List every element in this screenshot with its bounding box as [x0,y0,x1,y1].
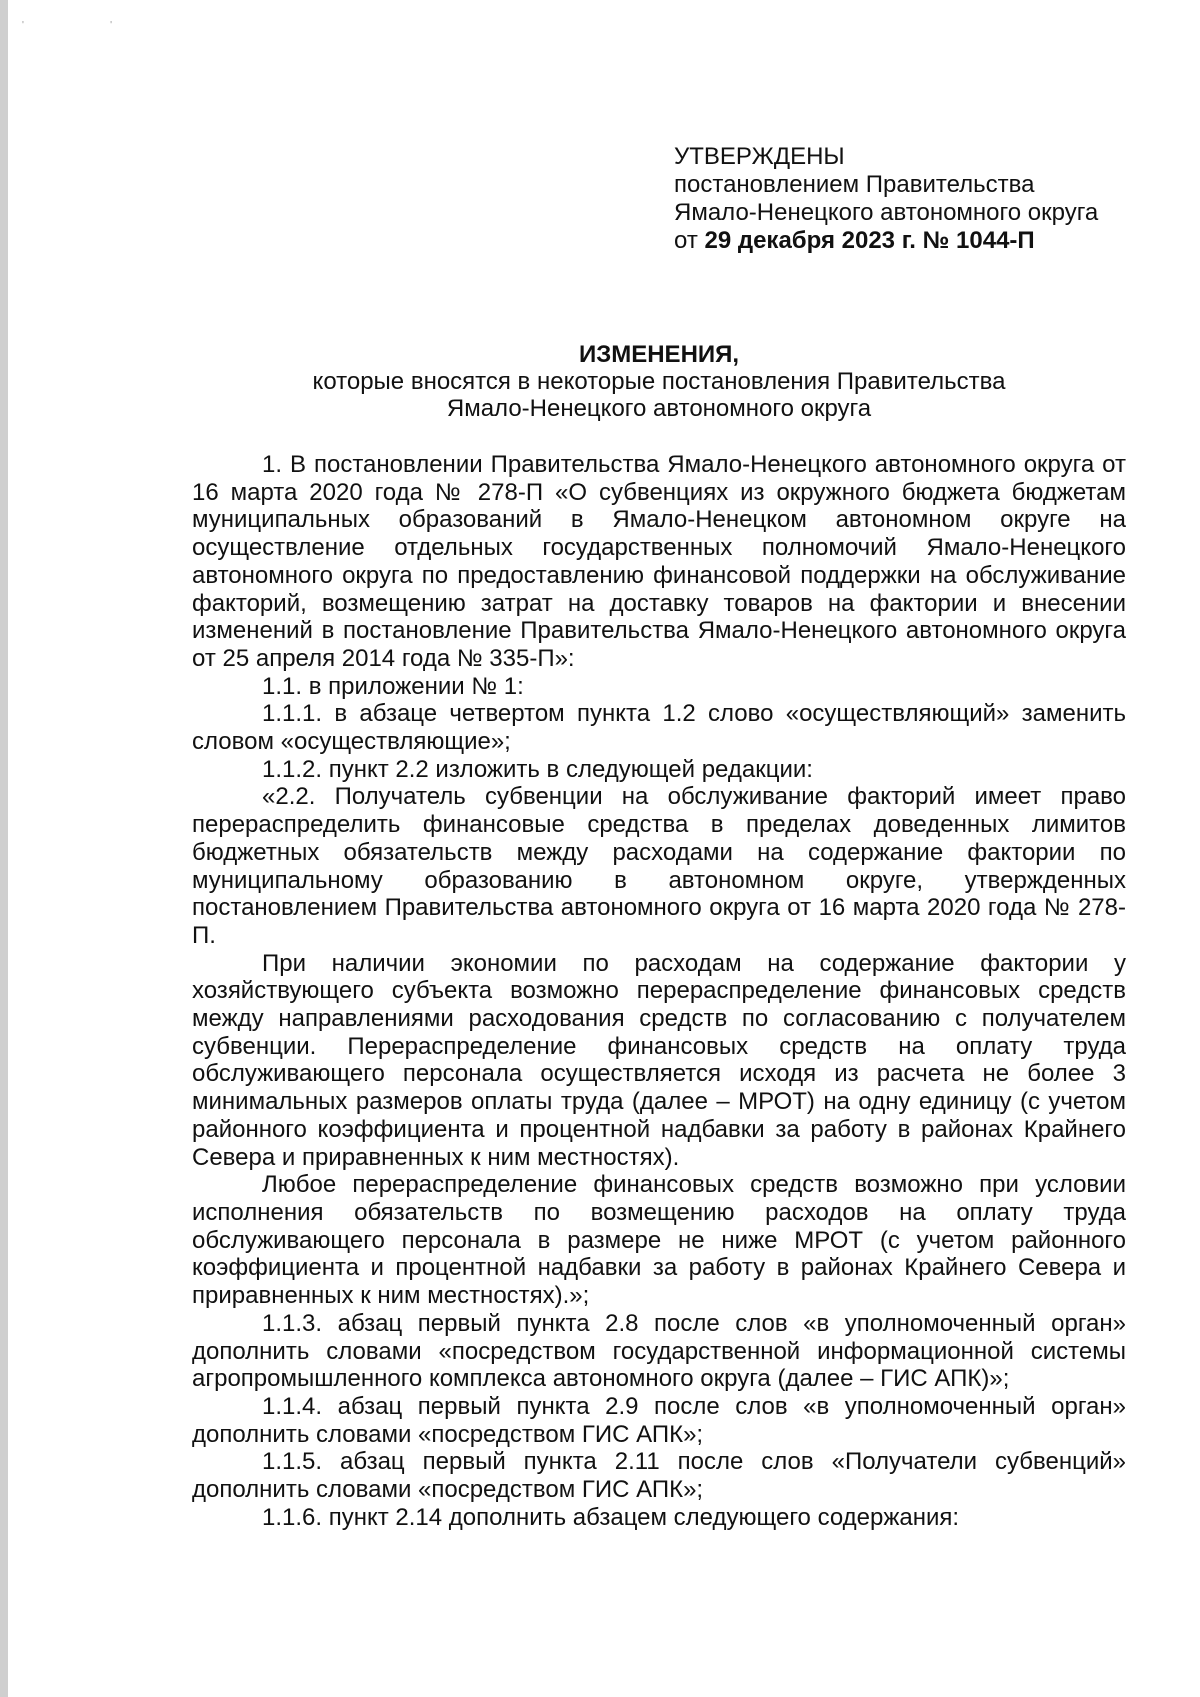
paragraph: «2.2. Получатель субвенции на обслуживание факторий имеет право перераспределить финансовые средства в пределах доведенных лимитов бюджетных обязательств между расходами на содержание фактории по муниципальному образованию в автономном округе, утвержденных постановлением Правительства автономного округа от 16 марта 2020 года № 278-П. [192,783,1126,949]
paragraph: 1.1.2. пункт 2.2 изложить в следующей редакции: [262,755,813,783]
paragraph: 1.1. в приложении № 1: [262,672,524,700]
title-main: ИЗМЕНЕНИЯ, [578,341,740,368]
paragraph: 1.1.6. пункт 2.14 дополнить абзацем следующего содержания: [262,1503,960,1531]
approval-line-3 [674,227,1114,255]
approval-line-2: Ямало-Ненецкого автономного округа [674,199,1099,226]
title-line-1: которые вносятся в некоторые постановления Правительства [312,368,1006,395]
document-body [192,451,1126,1531]
title-line-2: Ямало-Ненецкого автономного округа [446,395,872,422]
paragraph: 1.1.1. в абзаце четвертом пункта 1.2 слово «осуществляющий» заменить словом «осуществляющие»; [192,700,1126,756]
page-left-edge [0,0,8,1697]
paragraph: Любое перераспределение финансовых средств возможно при условии исполнения обязательств по возмещению расходов на оплату труда обслуживающего персонала в размере не ниже МРОТ (с учетом районного коэффициента и процентной надбавки за работу в районах Крайнего Севера и приравненных к ним местностях).»; [192,1171,1126,1310]
approval-block [674,143,1114,255]
approval-date-number: 29 декабря 2023 г. № 1044-П [704,227,1035,254]
speck-a: ' [22,20,24,31]
paragraph: При наличии экономии по расходам на содержание фактории у хозяйствующего субъекта возможно перераспределение финансовых средств между направлениями расходования средств по согласованию с получателем субвенции. Перераспределение финансовых средств на оплату труда обслуживающего персонала осуществляется исходя из расчета не более 3 минимальных размеров оплаты труда (далее – МРОТ) на одну единицу (с учетом районного коэффициента и процентной надбавки за работу в районах Крайнего Севера и приравненных к ним местностях). [192,949,1126,1171]
approval-prefix: от [674,227,698,254]
speck-b: ' [110,20,112,31]
paragraph: 1. В постановлении Правительства Ямало-Ненецкого автономного округа от 16 марта 2020 года № 278-П «О субвенциях из окружного бюджета бюджетам муниципальных образований в Ямало-Ненецком автономном округе на осуществление отдельных государственных полномочий Ямало-Ненецкого автономного округа по предоставлению финансовой поддержки на обслуживание факторий, возмещению затрат на доставку товаров на фактории и внесении изменений в постановление Правительства Ямало-Ненецкого автономного округа от 25 апреля 2014 года № 335-П»: [192,451,1126,672]
scan-specks [22,20,112,31]
paragraph: 1.1.4. абзац первый пункта 2.9 после слов «в уполномоченный орган» дополнить словами «посредством ГИС АПК»; [192,1392,1126,1448]
approval-line-1: постановлением Правительства [674,171,1035,198]
paragraph: 1.1.3. абзац первый пункта 2.8 после слов «в уполномоченный орган» дополнить словами «посредством государственной информационной системы агропромышленного комплекса автономного округа (далее – ГИС АПК)»; [192,1309,1126,1393]
approval-heading: УТВЕРЖДЕНЫ [674,143,845,170]
paragraph: 1.1.5. абзац первый пункта 2.11 после слов «Получатели субвенций» дополнить словами «посредством ГИС АПК»; [192,1448,1126,1504]
document-title [192,341,1126,422]
